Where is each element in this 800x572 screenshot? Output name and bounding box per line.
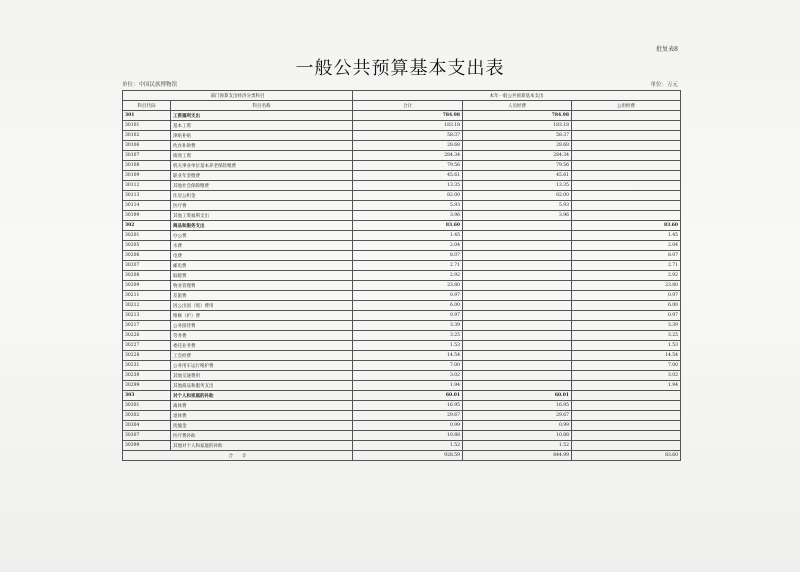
row-public: 3.39 — [572, 321, 681, 331]
row-public — [572, 191, 681, 201]
row-name: 伙食补助费 — [171, 141, 353, 151]
row-public — [572, 111, 681, 121]
table-row — [123, 441, 681, 451]
table-row — [123, 391, 681, 401]
row-total: 10.88 — [353, 431, 463, 441]
row-code: 30217 — [123, 321, 171, 331]
row-personnel: 10.88 — [463, 431, 572, 441]
row-personnel: 82.00 — [463, 191, 572, 201]
row-public — [572, 161, 681, 171]
table-row — [123, 381, 681, 391]
table-row — [123, 181, 681, 191]
table-row — [123, 291, 681, 301]
row-total: 83.60 — [353, 221, 463, 231]
row-personnel — [463, 361, 572, 371]
row-public — [572, 131, 681, 141]
row-total: 7.00 — [353, 361, 463, 371]
page-title: 一般公共预算基本支出表 — [295, 58, 505, 79]
row-total: 58.37 — [353, 131, 463, 141]
row-total: 29.67 — [353, 411, 463, 421]
header-code: 科目代码 — [123, 101, 171, 111]
row-name: 其他社会保障缴费 — [171, 181, 353, 191]
table-row — [123, 371, 681, 381]
row-personnel — [463, 241, 572, 251]
row-personnel — [463, 301, 572, 311]
row-code: 30201 — [123, 231, 171, 241]
row-personnel — [463, 371, 572, 381]
row-name: 抚恤金 — [171, 421, 353, 431]
table-row — [123, 161, 681, 171]
row-code: 30212 — [123, 301, 171, 311]
header-group-budget: 本年一般公共预算基本支出 — [353, 91, 681, 101]
budget-table — [122, 90, 681, 461]
row-total: 14.54 — [353, 351, 463, 361]
row-total: 0.97 — [353, 291, 463, 301]
total-row — [123, 451, 681, 461]
row-personnel: 28.68 — [463, 141, 572, 151]
row-public: 0.97 — [572, 291, 681, 301]
row-public: 2.92 — [572, 271, 681, 281]
row-personnel — [463, 321, 572, 331]
row-public: 2.71 — [572, 261, 681, 271]
row-name: 邮电费 — [171, 261, 353, 271]
row-name: 退休费 — [171, 411, 353, 421]
row-public — [572, 141, 681, 151]
row-public: 83.60 — [572, 221, 681, 231]
row-personnel — [463, 231, 572, 241]
row-code: 30102 — [123, 131, 171, 141]
row-public — [572, 151, 681, 161]
row-personnel — [463, 261, 572, 271]
row-total: 2.71 — [353, 261, 463, 271]
row-code: 30302 — [123, 411, 171, 421]
table-row — [123, 201, 681, 211]
row-public: 14.54 — [572, 351, 681, 361]
row-total: 6.00 — [353, 301, 463, 311]
row-name: 工资福利支出 — [171, 111, 353, 121]
row-name: 因公出国（境）费用 — [171, 301, 353, 311]
table-row — [123, 111, 681, 121]
row-code: 30207 — [123, 261, 171, 271]
row-personnel: 45.61 — [463, 171, 572, 181]
row-personnel: 1.52 — [463, 441, 572, 451]
row-public — [572, 121, 681, 131]
row-personnel — [463, 341, 572, 351]
table-row — [123, 321, 681, 331]
row-total: 1.52 — [353, 441, 463, 451]
row-public — [572, 171, 681, 181]
row-personnel: 284.34 — [463, 151, 572, 161]
row-name: 委托业务费 — [171, 341, 353, 351]
row-total: 3.02 — [353, 371, 463, 381]
row-personnel — [463, 251, 572, 261]
row-name: 机关事业单位基本养老保险缴费 — [171, 161, 353, 171]
row-public: 0.97 — [572, 311, 681, 321]
form-serial: 批复表8 — [656, 46, 678, 53]
row-public: 6.00 — [572, 301, 681, 311]
row-total: 2.04 — [353, 241, 463, 251]
row-public: 1.94 — [572, 381, 681, 391]
row-public — [572, 391, 681, 401]
row-personnel: 0.99 — [463, 421, 572, 431]
row-total: 3.96 — [353, 211, 463, 221]
table-row — [123, 351, 681, 361]
row-name: 绩效工资 — [171, 151, 353, 161]
row-code: 303 — [123, 391, 171, 401]
row-code: 30304 — [123, 421, 171, 431]
row-total: 784.98 — [353, 111, 463, 121]
row-name: 取暖费 — [171, 271, 353, 281]
total-personnel: 844.99 — [463, 451, 572, 461]
row-public — [572, 201, 681, 211]
row-public — [572, 401, 681, 411]
header-personnel: 人员经费 — [463, 101, 572, 111]
unit-label: 单位：中国民族博物馆 — [122, 82, 178, 88]
row-code: 30206 — [123, 251, 171, 261]
row-code: 302 — [123, 221, 171, 231]
row-total: 0.99 — [353, 421, 463, 431]
table-body — [123, 111, 681, 451]
table-row — [123, 331, 681, 341]
row-total: 23.80 — [353, 281, 463, 291]
header-name: 科目名称 — [171, 101, 353, 111]
total-sum: 928.59 — [353, 451, 463, 461]
row-name: 其他对个人和家庭的补助 — [171, 441, 353, 451]
row-code: 30112 — [123, 181, 171, 191]
table-row — [123, 211, 681, 221]
table-row — [123, 131, 681, 141]
row-personnel: 183.18 — [463, 121, 572, 131]
row-name: 其他交通费用 — [171, 371, 353, 381]
row-public — [572, 411, 681, 421]
row-name: 工会经费 — [171, 351, 353, 361]
row-personnel — [463, 311, 572, 321]
row-name: 对个人和家庭的补助 — [171, 391, 353, 401]
table-row — [123, 281, 681, 291]
row-public: 23.80 — [572, 281, 681, 291]
table-row — [123, 341, 681, 351]
table-row — [123, 171, 681, 181]
row-public: 1.45 — [572, 231, 681, 241]
row-total: 1.94 — [353, 381, 463, 391]
row-name: 住房公积金 — [171, 191, 353, 201]
row-total: 1.53 — [353, 341, 463, 351]
row-personnel — [463, 221, 572, 231]
header-public: 公用经费 — [572, 101, 681, 111]
table-row — [123, 361, 681, 371]
row-total: 0.97 — [353, 311, 463, 321]
row-code: 30209 — [123, 281, 171, 291]
row-total: 8.07 — [353, 251, 463, 261]
table-row — [123, 261, 681, 271]
row-name: 其他商品和服务支出 — [171, 381, 353, 391]
row-total: 3.39 — [353, 321, 463, 331]
row-code: 30211 — [123, 291, 171, 301]
row-code: 30226 — [123, 331, 171, 341]
row-total: 60.01 — [353, 391, 463, 401]
row-personnel: 3.96 — [463, 211, 572, 221]
row-public — [572, 431, 681, 441]
table-row — [123, 311, 681, 321]
header-group-classification: 部门预算支出经济分类科目 — [123, 91, 353, 101]
row-name: 劳务费 — [171, 331, 353, 341]
table-row — [123, 121, 681, 131]
row-public: 3.02 — [572, 371, 681, 381]
row-code: 30239 — [123, 371, 171, 381]
row-personnel — [463, 351, 572, 361]
row-public: 1.53 — [572, 341, 681, 351]
row-code: 30106 — [123, 141, 171, 151]
row-name: 办公费 — [171, 231, 353, 241]
row-personnel: 60.01 — [463, 391, 572, 401]
row-name: 电费 — [171, 251, 353, 261]
table-row — [123, 411, 681, 421]
row-code: 30208 — [123, 271, 171, 281]
table-row — [123, 141, 681, 151]
row-name: 其他工资福利支出 — [171, 211, 353, 221]
row-code: 30113 — [123, 191, 171, 201]
row-name: 公务用车运行维护费 — [171, 361, 353, 371]
table-row — [123, 221, 681, 231]
row-name: 离休费 — [171, 401, 353, 411]
row-total: 79.56 — [353, 161, 463, 171]
row-personnel — [463, 381, 572, 391]
row-code: 30108 — [123, 161, 171, 171]
row-personnel: 29.67 — [463, 411, 572, 421]
row-code: 30399 — [123, 441, 171, 451]
row-personnel: 784.98 — [463, 111, 572, 121]
table-row — [123, 151, 681, 161]
row-code: 30227 — [123, 341, 171, 351]
row-code: 30213 — [123, 311, 171, 321]
row-total: 1.45 — [353, 231, 463, 241]
table-row — [123, 431, 681, 441]
row-code: 30109 — [123, 171, 171, 181]
row-name: 差旅费 — [171, 291, 353, 301]
row-total: 2.92 — [353, 271, 463, 281]
row-code: 30231 — [123, 361, 171, 371]
row-public — [572, 181, 681, 191]
row-personnel: 58.37 — [463, 131, 572, 141]
row-personnel — [463, 281, 572, 291]
row-code: 30199 — [123, 211, 171, 221]
row-public — [572, 441, 681, 451]
row-public: 8.07 — [572, 251, 681, 261]
row-name: 医疗费 — [171, 201, 353, 211]
row-personnel: 16.95 — [463, 401, 572, 411]
row-name: 商品和服务支出 — [171, 221, 353, 231]
row-name: 维修（护）费 — [171, 311, 353, 321]
table-row — [123, 241, 681, 251]
row-personnel: 79.56 — [463, 161, 572, 171]
row-public — [572, 211, 681, 221]
row-total: 183.18 — [353, 121, 463, 131]
currency-unit-label: 单位：万元 — [650, 82, 678, 88]
table-row — [123, 251, 681, 261]
table-row — [123, 191, 681, 201]
table-row — [123, 301, 681, 311]
row-total: 45.61 — [353, 171, 463, 181]
table-row — [123, 271, 681, 281]
row-code: 30107 — [123, 151, 171, 161]
row-public: 7.00 — [572, 361, 681, 371]
row-total: 28.68 — [353, 141, 463, 151]
row-total: 16.95 — [353, 401, 463, 411]
row-public: 3.25 — [572, 331, 681, 341]
table-row — [123, 421, 681, 431]
row-public — [572, 421, 681, 431]
row-total: 3.25 — [353, 331, 463, 341]
row-name: 基本工资 — [171, 121, 353, 131]
row-name: 职业年金缴费 — [171, 171, 353, 181]
row-name: 公务接待费 — [171, 321, 353, 331]
row-personnel: 5.93 — [463, 201, 572, 211]
row-name: 津贴补贴 — [171, 131, 353, 141]
table-row — [123, 401, 681, 411]
row-personnel: 13.35 — [463, 181, 572, 191]
row-name: 医疗费补助 — [171, 431, 353, 441]
row-name: 水费 — [171, 241, 353, 251]
row-total: 5.93 — [353, 201, 463, 211]
row-code: 30114 — [123, 201, 171, 211]
row-personnel — [463, 291, 572, 301]
row-total: 82.00 — [353, 191, 463, 201]
header-total: 合计 — [353, 101, 463, 111]
row-name: 物业管理费 — [171, 281, 353, 291]
table-header — [123, 91, 681, 111]
row-public: 2.04 — [572, 241, 681, 251]
row-personnel — [463, 271, 572, 281]
row-code: 30299 — [123, 381, 171, 391]
row-personnel — [463, 331, 572, 341]
row-code: 30307 — [123, 431, 171, 441]
row-total: 13.35 — [353, 181, 463, 191]
row-code: 301 — [123, 111, 171, 121]
row-code: 30205 — [123, 241, 171, 251]
row-total: 284.34 — [353, 151, 463, 161]
total-label: 合 计 — [123, 451, 353, 461]
row-code: 30101 — [123, 121, 171, 131]
row-code: 30228 — [123, 351, 171, 361]
table-row — [123, 231, 681, 241]
total-public: 83.60 — [572, 451, 681, 461]
row-code: 30301 — [123, 401, 171, 411]
